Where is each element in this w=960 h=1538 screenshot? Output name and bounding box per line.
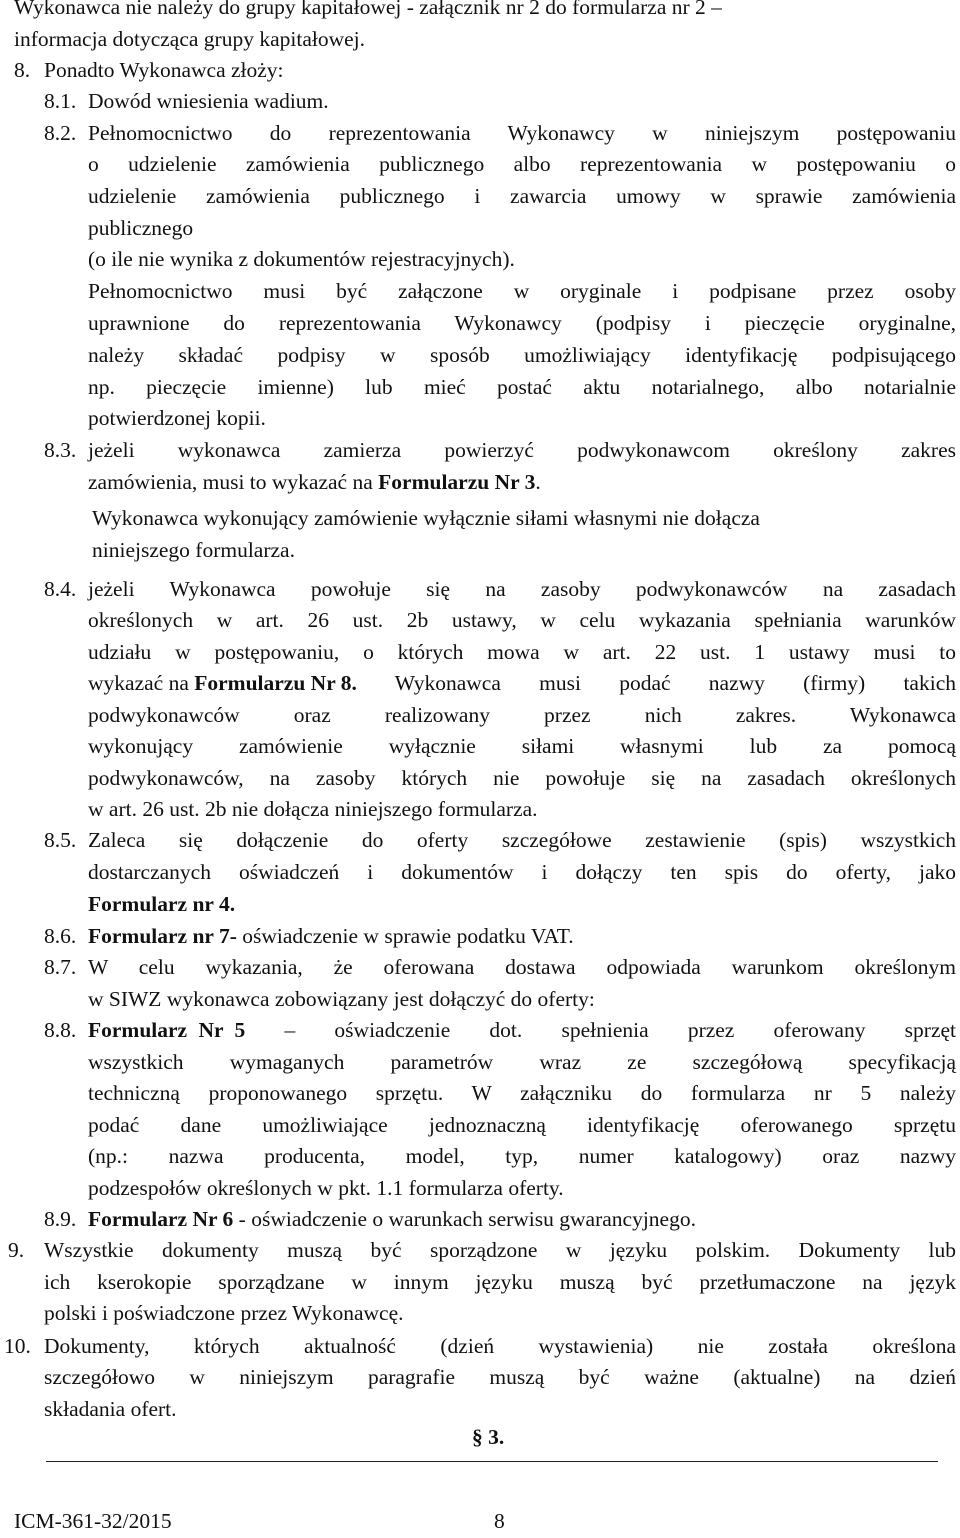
text-line: Dokumenty, których aktualność (dzień wystawienia) nie została określona [44,1334,956,1358]
text-line: uprawnione do reprezentowania Wykonawcy (podpisy i pieczęcie oryginalne, [88,311,956,335]
text-run: Wykonawca musi podać nazwy (firmy) takich [356,671,956,695]
text-line: podwykonawców, na zasoby których nie powołuje się na zasadach określonych [88,766,956,790]
text-line: podzespołów określonych w pkt. 1.1 formularza oferty. [88,1176,564,1200]
text-line: jeżeli wykonawca zamierza powierzyć podwykonawcom określony zakres [88,438,956,462]
text-line: jeżeli Wykonawca powołuje się na zasoby podwykonawców na zasadach [88,577,956,601]
page-number: 8 [494,1509,505,1533]
text-line: wykonujący zamówienie wyłącznie siłami własnymi lub za pomocą [88,734,956,758]
text-line: np. pieczęcie imienne) lub mieć postać aktu notarialnego, albo notarialnie [88,375,956,399]
text-run: oświadczenie w sprawie podatku VAT. [236,924,574,948]
footer-divider [46,1461,938,1462]
form-reference: Formularz nr 4. [88,892,236,916]
text-run: – oświadczenie dot. spełnienia przez oferowany sprzęt [245,1018,956,1042]
text-line [88,668,956,700]
form-reference: Formularz Nr 5 [88,1018,246,1042]
text-line: W celu wykazania, że oferowana dostawa odpowiada warunkom określonym [88,955,956,979]
text-line: wszystkich wymaganych parametrów wraz ze szczegółową specyfikacją [88,1050,956,1074]
text-line [88,921,574,953]
text-line: dostarczanych oświadczeń i dokumentów i dołączy ten spis do oferty, jako [88,860,956,884]
text-line: Dowód wniesienia wadium. [88,89,329,113]
text-run: - oświadczenie o warunkach serwisu gwarancyjnego. [233,1207,696,1231]
document-code: ICM-361-32/2015 [14,1509,172,1533]
text-line: Zaleca się dołączenie do oferty szczegółowe zestawienie (spis) wszystkich [88,828,956,852]
item-number: 8.8. [44,1018,77,1042]
text-run: zamówienia, musi to wykazać na [88,470,379,494]
item-number: 10. [4,1334,31,1358]
text-line: podać dane umożliwiające jednoznaczną identyfikację oferowanego sprzętu [88,1113,956,1137]
form-reference: Formularz nr 7- [88,924,237,948]
text-line [88,1204,696,1236]
text-line: należy składać podpisy w sposób umożliwiający identyfikację podpisującego [88,343,956,367]
text-run: wykazać na [88,671,195,695]
text-line: (o ile nie wynika z dokumentów rejestracyjnych). [88,247,515,271]
text-line: informacja dotycząca grupy kapitałowej. [14,27,366,51]
item-number: 8.7. [44,955,77,979]
form-reference: Formularzu Nr 8. [194,671,357,695]
text-line: Wykonawca wykonujący zamówienie wyłącznie siłami własnymi nie dołącza [92,506,760,530]
text-line: Pełnomocnictwo do reprezentowania Wykonawcy w niniejszym postępowaniu [88,121,956,145]
text-line: o udzielenie zamówienia publicznego albo reprezentowania w postępowaniu o [88,152,956,176]
text-line: Ponadto Wykonawca złoży: [44,58,284,82]
item-number: 8.6. [44,924,77,948]
text-line: (np.: nazwa producenta, model, typ, numer katalogowy) oraz nazwy [88,1144,956,1168]
text-line: Pełnomocnictwo musi być załączone w oryginale i podpisane przez osoby [88,279,956,303]
text-line: składania ofert. [44,1397,177,1421]
form-reference: Formularzu Nr 3 [378,470,536,494]
item-number: 8.9. [44,1207,77,1231]
text-line: Wszystkie dokumenty muszą być sporządzone w języku polskim. Dokumenty lub [44,1238,956,1262]
text-line: podwykonawców oraz realizowany przez nich zakres. Wykonawca [88,703,956,727]
text-line: potwierdzonej kopii. [88,406,266,430]
text-line: w SIWZ wykonawca zobowiązany jest dołączyć do oferty: [88,987,595,1011]
item-number: 8.3. [44,438,77,462]
text-line: Wykonawca nie należy do grupy kapitałowej - załącznik nr 2 do formularza nr 2 – [14,0,722,19]
text-line [88,467,541,499]
text-line: w art. 26 ust. 2b nie dołącza niniejszego formularza. [88,797,538,821]
section-heading: § 3. [472,1425,505,1449]
text-line [88,1015,956,1047]
text-line: udziału w postępowaniu, o których mowa w art. 22 ust. 1 ustawy musi to [88,640,956,664]
text-line: szczegółowo w niniejszym paragrafie muszą być ważne (aktualne) na dzień [44,1365,956,1389]
text-run: . [535,470,541,494]
item-number: 8.1. [44,89,77,113]
text-line: publicznego [88,216,194,240]
text-line: określonych w art. 26 ust. 2b ustawy, w celu wykazania spełniania warunków [88,608,956,632]
item-number: 8.2. [44,121,77,145]
text-line: udzielenie zamówienia publicznego i zawarcia umowy w sprawie zamówienia [88,184,956,208]
form-reference: Formularz Nr 6 [88,1207,234,1231]
item-number: 8.4. [44,577,77,601]
item-number: 9. [8,1238,25,1262]
text-line: polski i poświadczone przez Wykonawcę. [44,1301,404,1325]
item-number: 8.5. [44,828,77,852]
item-number: 8. [14,58,31,82]
text-line: techniczną proponowanego sprzętu. W załączniku do formularza nr 5 należy [88,1081,956,1105]
text-line: ich kserokopie sporządzane w innym języku muszą być przetłumaczone na język [44,1270,956,1294]
text-line: niniejszego formularza. [92,538,295,562]
